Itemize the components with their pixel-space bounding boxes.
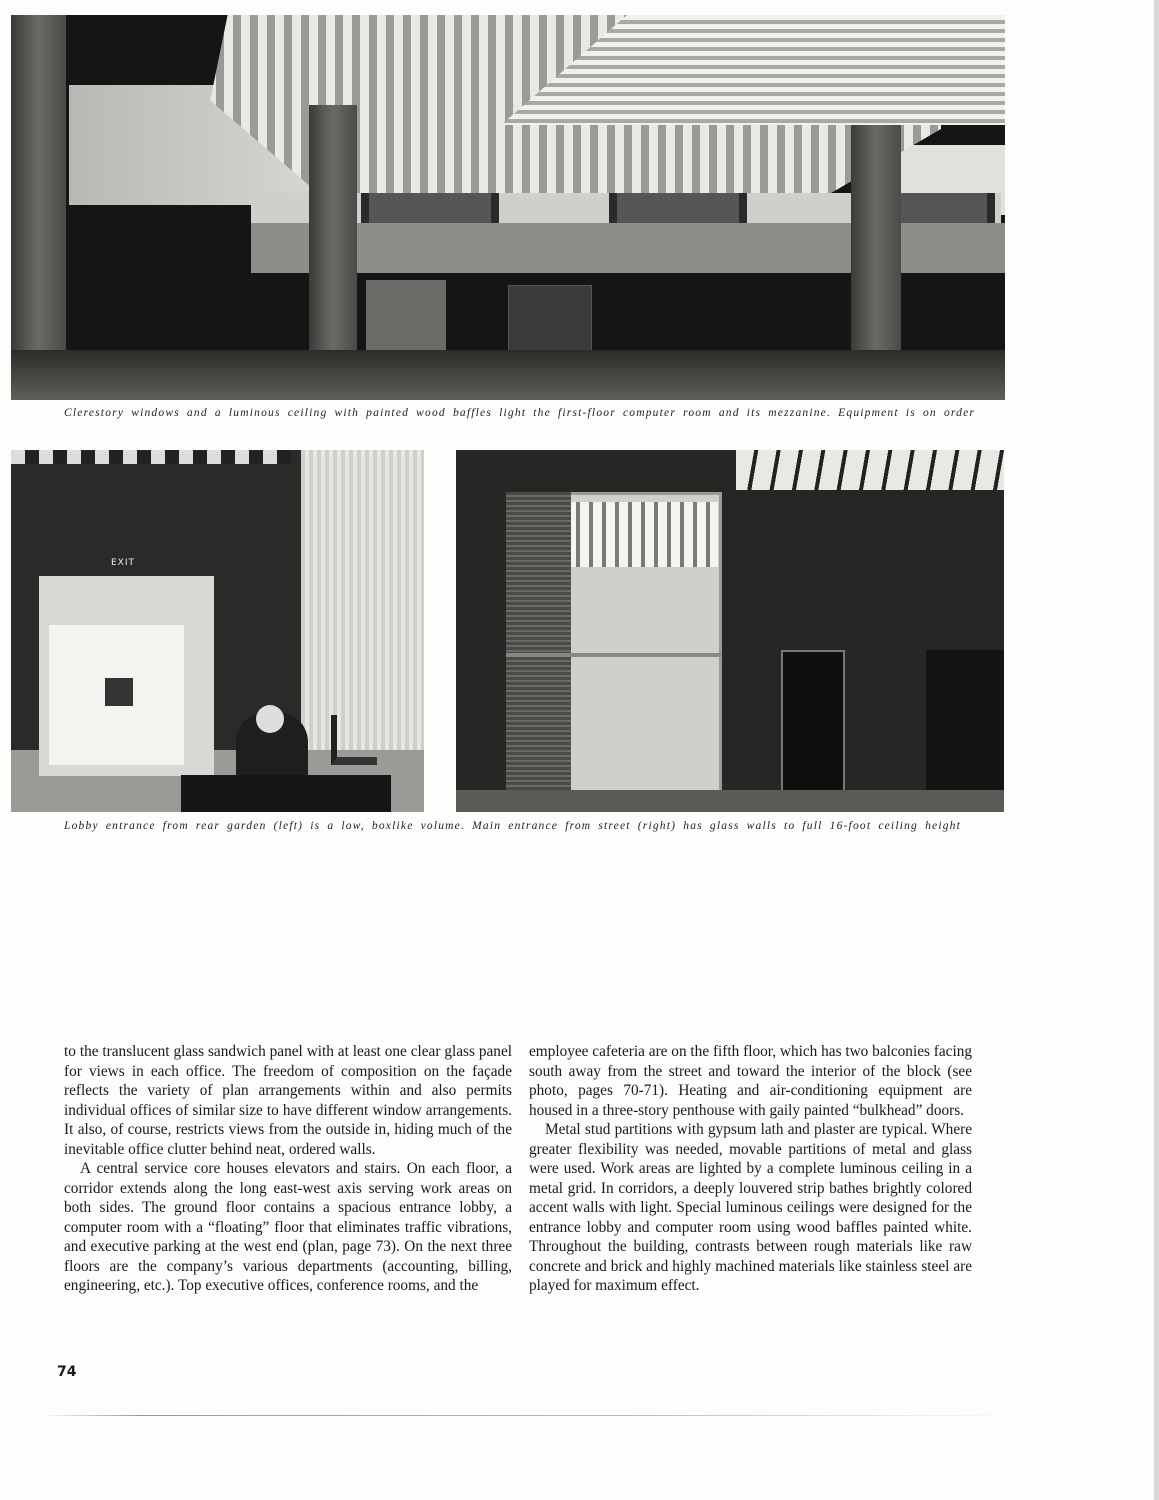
floor <box>11 350 1005 400</box>
page-edge <box>1154 0 1159 1500</box>
curtain-wall <box>301 450 424 750</box>
paragraph: A central service core houses elevators and stairs. On each floor, a corridor extends along the long east-west axis serving work areas on both sides. The ground floor contains a spacious entrance lobby, a computer room with a “floating” floor that eliminates traffic vibrations, and executive parking at the west end (plan, page 73). On the next three floors are the company’s various departments (accounting, billing, engineering, etc.). Top executive offices, conference rooms, and the <box>64 1160 512 1294</box>
lobby-entrance-photo <box>11 450 424 812</box>
entrance-floor <box>456 790 1004 812</box>
lower-photos-caption: Lobby entrance from rear garden (left) is a low, boxlike volume. Main entrance from street (right) has glass walls to full 16-foot ceiling height <box>64 820 962 832</box>
receptionist-head <box>256 705 284 733</box>
concrete-column-left <box>11 15 66 400</box>
ceiling-baffles <box>11 450 291 464</box>
paragraph: Metal stud partitions with gypsum lath and plaster are typical. Where greater flexibility was needed, movable partitions of metal and glass were used. Work areas are lighted by a complete luminous ceiling in a metal grid. In corridors, a deeply louvered strip bathes brightly colored accent walls with light. Special luminous ceilings were designed for the entrance lobby and computer room using wood baffles painted white. Throughout the building, contrasts between rough materials like raw concrete and brick and highly machined materials like stainless steel are played for maximum effect. <box>529 1121 972 1294</box>
elevator-door-2 <box>926 650 1004 795</box>
computer-room-photo <box>11 15 1005 400</box>
tree-view <box>105 678 133 706</box>
page-number: 74 <box>57 1364 77 1380</box>
ceiling-baffles <box>736 450 1004 490</box>
elevator-door <box>781 650 845 799</box>
paragraph: employee cafeteria are on the fifth floor, which has two balconies facing south away from the street and toward the interior of the block (see photo, pages 70-71). Heating and air-conditioning equipment are housed in a three-story penthouse with gaily painted “bulkhead” doors. <box>529 1043 972 1119</box>
reception-desk <box>181 775 391 812</box>
bottom-rule <box>40 1415 1020 1416</box>
main-entrance-photo <box>456 450 1004 812</box>
body-column-right <box>529 1042 972 1296</box>
top-photo-caption: Clerestory windows and a luminous ceiling with painted wood baffles light the first-floor computer room and its mezzanine. Equipment is on order <box>64 407 976 419</box>
paragraph: to the translucent glass sandwich panel with at least one clear glass panel for views in each office. The freedom of composition on the façade reflects the variety of plan arrangements within and also permits individual offices of similar size to have different window arrangements. It also, of course, restricts views from the outside in, hiding much of the inevitable office clutter behind neat, ordered walls. <box>64 1043 512 1158</box>
lobby-chair <box>331 715 377 765</box>
exit-sign: EXIT <box>111 558 136 568</box>
brick-wall <box>506 492 571 792</box>
glass-transom-bar <box>506 653 721 657</box>
body-column-left <box>64 1042 512 1296</box>
